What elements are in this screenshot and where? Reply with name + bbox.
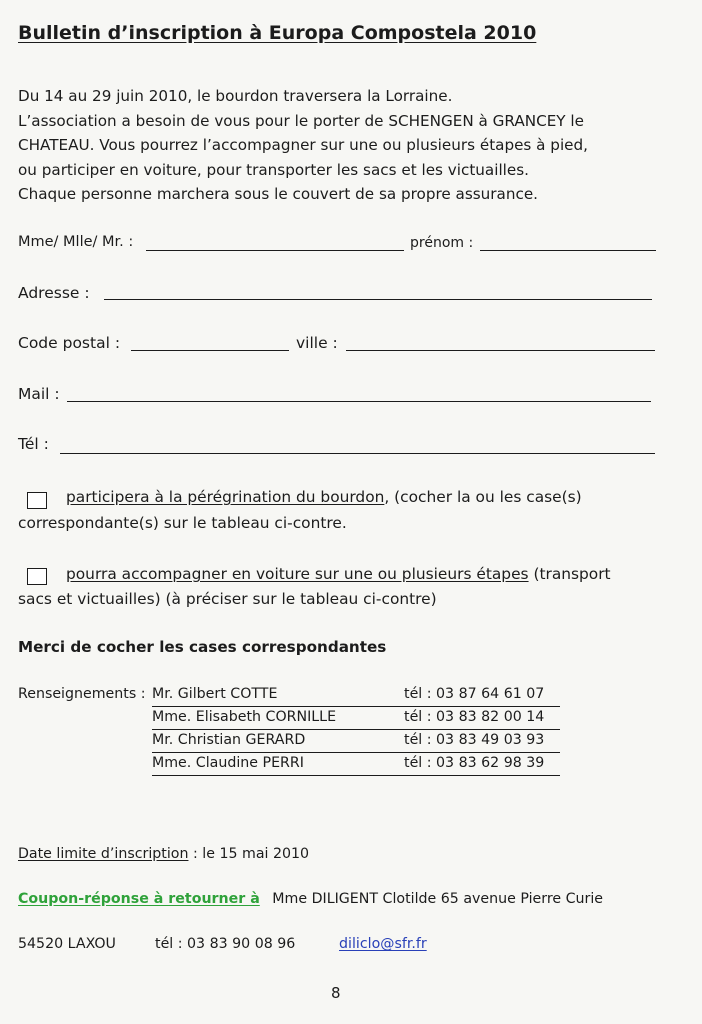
deadline-label: Date limite d’inscription: [18, 846, 189, 862]
footer-tel: tél : 03 83 90 08 96: [155, 936, 296, 952]
adresse-field[interactable]: [104, 299, 652, 300]
car-checkbox[interactable]: [27, 568, 47, 585]
ville-field[interactable]: [346, 350, 655, 351]
contact-row: [152, 732, 560, 753]
code-postal-field[interactable]: [131, 350, 289, 351]
contact-tel: tél : 03 83 82 00 14: [404, 709, 545, 725]
contact-name: Mr. Gilbert COTTE: [152, 686, 278, 702]
renseignements-label: Renseignements :: [18, 686, 146, 702]
option-participation-line2: correspondante(s) sur le tableau ci-contre.: [18, 514, 347, 532]
option-participation-underlined: participera à la pérégrination du bourdon: [66, 488, 385, 506]
prenom-label: prénom :: [410, 235, 474, 251]
prenom-field[interactable]: [480, 250, 656, 251]
coupon-line: [18, 891, 603, 907]
intro-line: Du 14 au 29 juin 2010, le bourdon traversera la Lorraine.: [18, 87, 453, 105]
option-car-line2: sacs et victuailles) (à préciser sur le tableau ci-contre): [18, 590, 437, 608]
page-number: 8: [331, 984, 341, 1002]
intro-line: CHATEAU. Vous pourrez l’accompagner sur une ou plusieurs étapes à pied,: [18, 136, 588, 155]
deadline: [18, 846, 309, 862]
contact-name: Mme. Claudine PERRI: [152, 755, 304, 771]
deadline-value: : le 15 mai 2010: [188, 846, 310, 862]
option-car-underlined: pourra accompagner en voiture sur une ou plusieurs étapes: [66, 565, 529, 583]
contact-name: Mme. Elisabeth CORNILLE: [152, 709, 337, 725]
contact-row: [152, 755, 560, 776]
contact-tel: tél : 03 87 64 61 07: [404, 686, 545, 702]
email-link[interactable]: diliclo@sfr.fr: [339, 936, 427, 952]
intro-line: ou participer en voiture, pour transporter les sacs et les victuailles.: [18, 160, 529, 179]
option-car: [66, 562, 611, 586]
footer-city: 54520 LAXOU: [18, 936, 116, 952]
contact-name: Mr. Christian GERARD: [152, 732, 306, 748]
contact-row: [152, 709, 560, 730]
ville-label: ville :: [296, 334, 338, 352]
name-field[interactable]: [146, 250, 404, 251]
coupon-address: Mme DILIGENT Clotilde 65 avenue Pierre Curie: [272, 891, 604, 907]
page-title: Bulletin d’inscription à Europa Compostela 2010: [18, 22, 537, 44]
option-car-rest: (transport: [528, 565, 611, 583]
participation-checkbox[interactable]: [27, 492, 47, 509]
option-participation-rest: , (cocher la ou les case(s): [384, 488, 582, 506]
civility-label: Mme/ Mlle/ Mr. :: [18, 234, 134, 250]
tel-field[interactable]: [60, 453, 655, 454]
option-participation: [66, 485, 582, 509]
mail-field[interactable]: [67, 401, 651, 402]
code-postal-label: Code postal :: [18, 334, 121, 352]
adresse-label: Adresse :: [18, 284, 90, 302]
intro-paragraph: [18, 84, 678, 207]
contact-tel: tél : 03 83 49 03 93: [404, 732, 545, 748]
coupon-label: Coupon-réponse à retourner à: [18, 891, 260, 907]
contact-tel: tél : 03 83 62 98 39: [404, 755, 545, 771]
intro-line: L’association a besoin de vous pour le porter de SCHENGEN à GRANCEY le: [18, 111, 584, 130]
contact-row: [152, 686, 560, 707]
intro-line: Chaque personne marchera sous le couvert de sa propre assurance.: [18, 185, 539, 204]
tel-label: Tél :: [18, 435, 49, 453]
mail-label: Mail :: [18, 385, 60, 403]
merci-heading: Merci de cocher les cases correspondantes: [18, 638, 387, 656]
